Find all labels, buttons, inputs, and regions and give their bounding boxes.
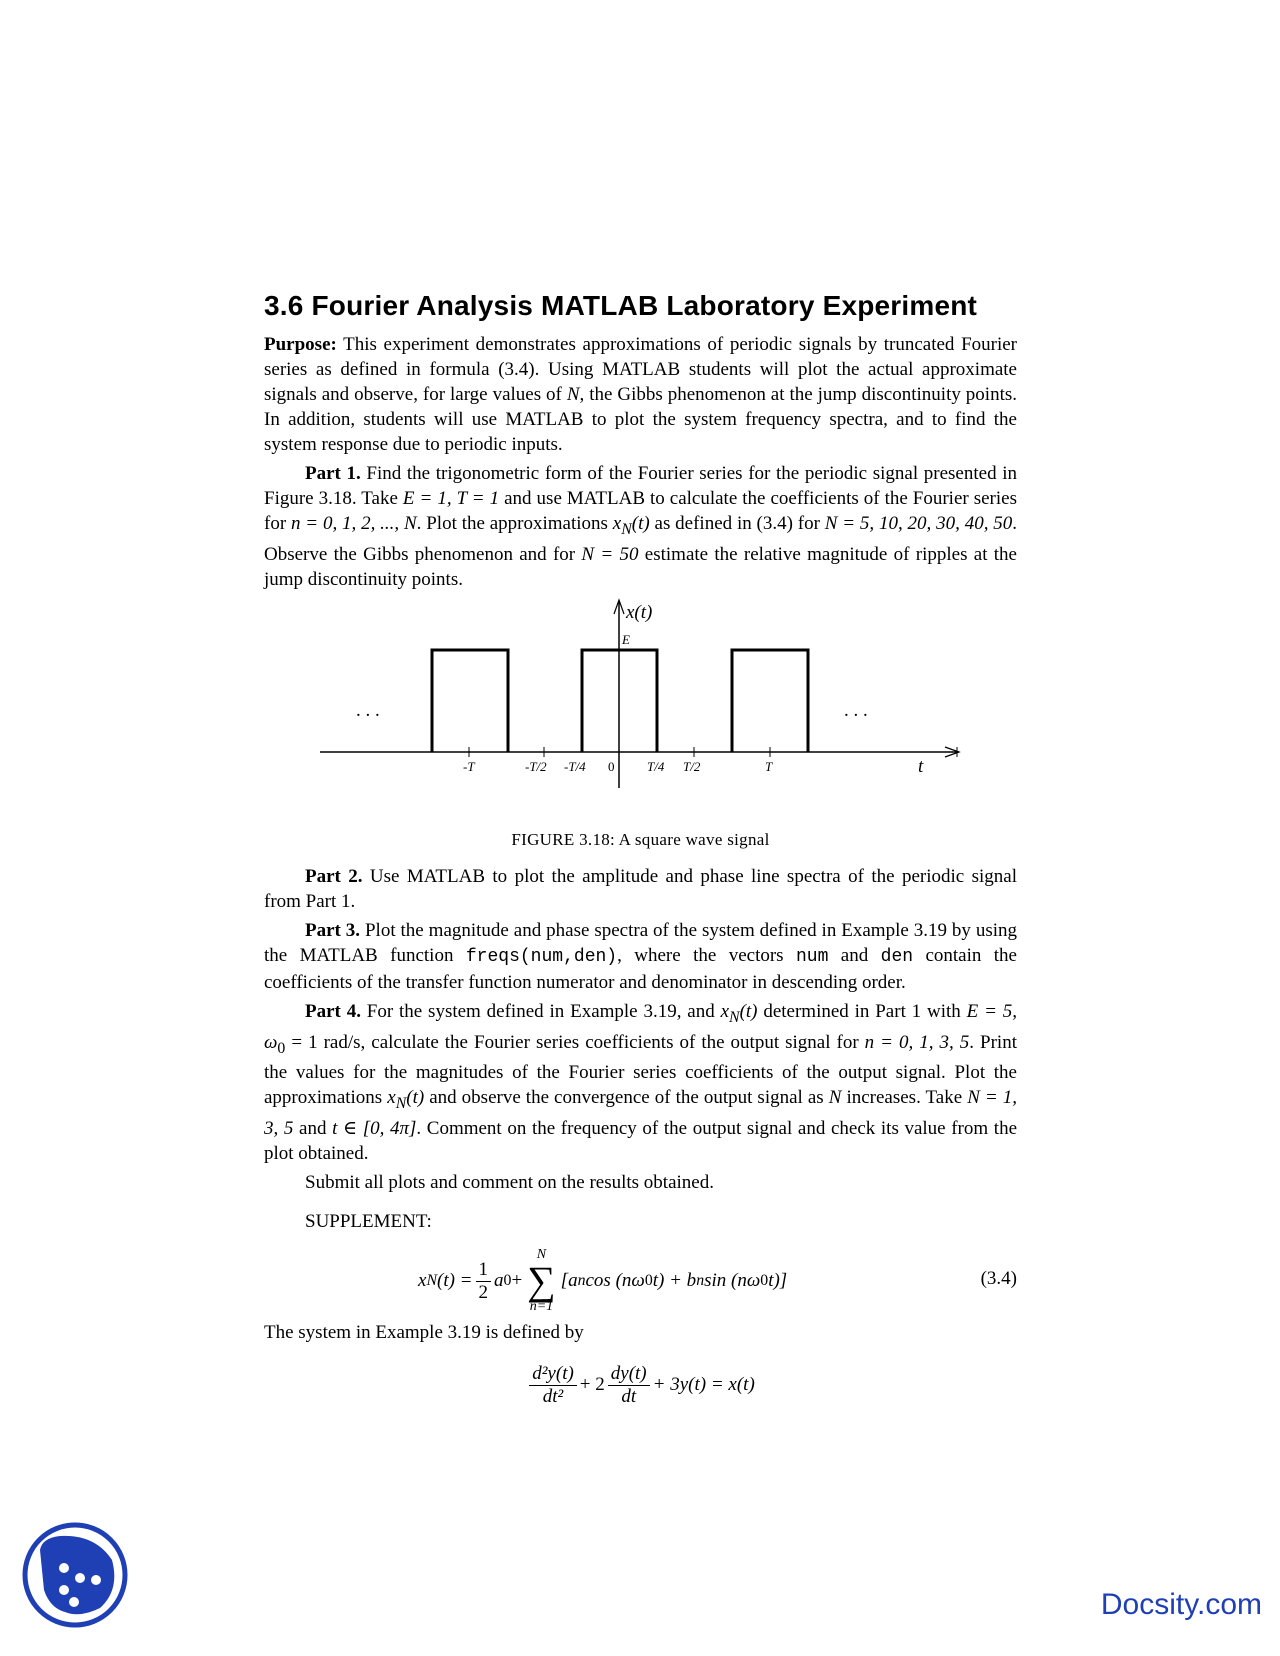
part4-paragraph: [264, 999, 1017, 1166]
eq-cos: cos (nω: [585, 1270, 645, 1292]
ode-plus-2: + 2: [579, 1374, 605, 1396]
differential-equation: [264, 1355, 1017, 1415]
part1-text-d: as defined in (3.4) for: [649, 513, 825, 534]
eq-lhs: x: [418, 1270, 427, 1292]
part4-text-d: . Print the values for the magnitudes of the Fourier series coefficients of the output signal. Plot the approximations: [264, 1031, 1017, 1109]
code-freqs: freqs(num,den): [465, 946, 618, 967]
part3-text-b: , where the vectors: [617, 944, 796, 966]
docsity-brand-link[interactable]: Docsity.com: [1100, 1588, 1262, 1621]
part1-text-c: . Plot the approximations: [416, 513, 613, 534]
eq-w-sub: 0: [644, 1272, 653, 1290]
eq-half-fraction: [476, 1259, 492, 1304]
part4-math-n: n = 0, 1, 3, 5: [864, 1031, 970, 1053]
e-level-label: E: [622, 631, 630, 647]
part2-text: Use MATLAB to plot the amplitude and phase line spectra of the periodic signal from Part 1.: [264, 865, 1017, 912]
submit-paragraph: Submit all plots and comment on the results obtained.: [305, 1172, 714, 1194]
ode-f1-num: d²y(t): [529, 1363, 577, 1386]
tick-label-minus-t4: -T/4: [564, 758, 586, 774]
eq-sum: [527, 1248, 556, 1314]
ode-rest: + 3y(t) = x(t): [652, 1374, 755, 1396]
purpose-label: Purpose:: [264, 334, 337, 355]
part3-paragraph: [264, 918, 1017, 995]
tick-label-t4: T/4: [647, 758, 665, 774]
eq-sum-top: N: [536, 1247, 547, 1263]
part4-text-h: . Comment on the frequency of the output signal and check its value from the plot obtained.: [264, 1118, 1018, 1165]
part4-math-xn-2: x: [387, 1087, 396, 1109]
equation-3-4: [264, 1242, 1017, 1320]
tick-label-minus-t: -T: [463, 758, 475, 774]
part4-text-g: and: [293, 1118, 333, 1140]
part4-math-rad: = 1 rad/s: [285, 1031, 361, 1053]
tick-label-minus-t2: -T/2: [525, 758, 547, 774]
eq-lhs-arg: (t) =: [437, 1270, 473, 1292]
ode-fraction-1: [529, 1363, 577, 1408]
t-axis-label: t: [918, 755, 924, 777]
ode-f2-den: dt: [621, 1385, 637, 1407]
eq-sum-bottom: n=1: [529, 1299, 554, 1315]
part4-math-e5: E = 5, ω: [264, 1000, 1017, 1053]
code-num: num: [795, 946, 829, 967]
part1-math-n: n = 0, 1, 2, ..., N: [290, 513, 417, 534]
part1-paragraph: [264, 461, 1017, 592]
part4-label: Part 4.: [305, 1000, 361, 1022]
supplement-label: SUPPLEMENT:: [305, 1211, 432, 1233]
ode-f2-num: dy(t): [608, 1363, 650, 1386]
tick-label-t: T: [765, 758, 773, 774]
eq-w-sub-2: 0: [760, 1272, 769, 1290]
eq-sin: sin (nω: [704, 1270, 761, 1292]
part1-math-nvals: N = 5, 10, 20, 30, 40, 50: [824, 513, 1013, 534]
eq-half-den: 2: [478, 1281, 489, 1303]
part1-text-b: and use MATLAB to calculate the coefficients of the Fourier series for: [264, 488, 1017, 534]
eq-plus: +: [511, 1270, 523, 1292]
y-axis-label: x(t): [626, 601, 653, 623]
part2-label: Part 2.: [305, 865, 363, 887]
part1-math-t: (t): [631, 513, 650, 534]
ode-f1-den: dt²: [542, 1385, 564, 1407]
purpose-text-2: , the Gibbs phenomenon at the jump discontinuity points. In addition, students will use MATLAB to plot the system frequency spectra, and to find the system response due to periodic inputs.: [264, 384, 1017, 455]
part3-text-c: and: [828, 944, 881, 966]
eq-body-start: [a: [560, 1270, 578, 1292]
part4-text-e: and observe the convergence of the output signal as: [424, 1087, 829, 1109]
left-ellipsis: . . .: [356, 699, 380, 721]
equation-number: (3.4): [980, 1268, 1017, 1290]
part4-math-N: N: [828, 1087, 842, 1109]
eq-lhs-sub: N: [426, 1272, 437, 1290]
part1-text-a: Find the trigonometric form of the Fourier series for the periodic signal presented in Figure 3.18. Take: [264, 463, 1017, 509]
part4-text-c: , calculate the Fourier series coefficients of the output signal for: [360, 1031, 865, 1053]
purpose-paragraph: [264, 332, 1017, 457]
part1-math-n50: N = 50: [581, 543, 639, 565]
part4-math-xn: x: [720, 1000, 729, 1022]
part4-sub-n-2: N: [395, 1095, 407, 1113]
eq-mid: t) + b: [652, 1270, 697, 1292]
part1-label: Part 1.: [305, 463, 361, 484]
pulse-right: [732, 650, 808, 752]
right-ellipsis: . . .: [844, 699, 868, 721]
part1-text-e: . Observe the Gibbs phenomenon and for: [264, 513, 1018, 565]
code-den: den: [880, 946, 914, 967]
part1-math-e: E = 1, T = 1: [402, 488, 500, 509]
part4-sub-0: 0: [277, 1039, 286, 1057]
purpose-text-1: This experiment demonstrates approximations of periodic signals by truncated Fourier series as defined in formula (3.4). Using MATLAB students will plot the actual approximate signals and observe, for large values of: [264, 334, 1017, 405]
eq-end: t)]: [768, 1270, 788, 1292]
square-wave-figure: [264, 596, 1017, 824]
eq-a0: a: [494, 1270, 504, 1292]
eq-a0-sub: 0: [503, 1272, 512, 1290]
part4-math-trange: t ∈ [0, 4π]: [332, 1118, 417, 1140]
section-title: 3.6 Fourier Analysis MATLAB Laboratory Experiment: [264, 290, 978, 321]
system-definition-text: The system in Example 3.19 is defined by: [264, 1322, 584, 1344]
tick-label-zero: 0: [608, 758, 615, 774]
part4-text-b: determined in Part 1 with: [757, 1000, 967, 1022]
figure-caption: FIGURE 3.18: A square wave signal: [511, 829, 770, 849]
square-wave-plot: [264, 596, 1017, 824]
part4-math-n135: N = 1, 3, 5: [264, 1087, 1017, 1140]
pulse-left: [432, 650, 508, 752]
content-column: [264, 290, 1017, 1415]
docsity-logo-icon[interactable]: [20, 1520, 130, 1630]
part4-math-t: (t): [739, 1000, 758, 1022]
tick-label-t2: T/2: [683, 758, 701, 774]
eq-half-num: 1: [476, 1259, 492, 1282]
purpose-var-n: N: [566, 384, 580, 405]
part1-sub-n: N: [621, 520, 632, 538]
eq-an-sub: n: [577, 1272, 586, 1290]
part4-text-f: increases. Take: [841, 1087, 968, 1109]
part3-text-d: contain the coefficients of the transfer function numerator and denominator in descending order.: [264, 944, 1017, 993]
ode-fraction-2: [608, 1363, 650, 1408]
part2-paragraph: [264, 864, 1017, 914]
equation-3-4-body: [418, 1242, 787, 1320]
part1-text-f: estimate the relative magnitude of ripples at the jump discontinuity points.: [264, 543, 1017, 590]
part3-text-a: Plot the magnitude and phase spectra of the system defined in Example 3.19 by using the MATLAB function: [264, 919, 1017, 966]
part3-label: Part 3.: [305, 919, 361, 941]
part4-sub-n: N: [729, 1008, 740, 1026]
part4-math-t-2: (t): [406, 1087, 425, 1109]
part4-text-a: For the system defined in Example 3.19, and: [360, 1000, 721, 1022]
part1-math-xn: x: [612, 513, 622, 534]
eq-bn-sub: n: [696, 1272, 705, 1290]
eq-sum-sigma: ∑: [527, 1258, 556, 1304]
